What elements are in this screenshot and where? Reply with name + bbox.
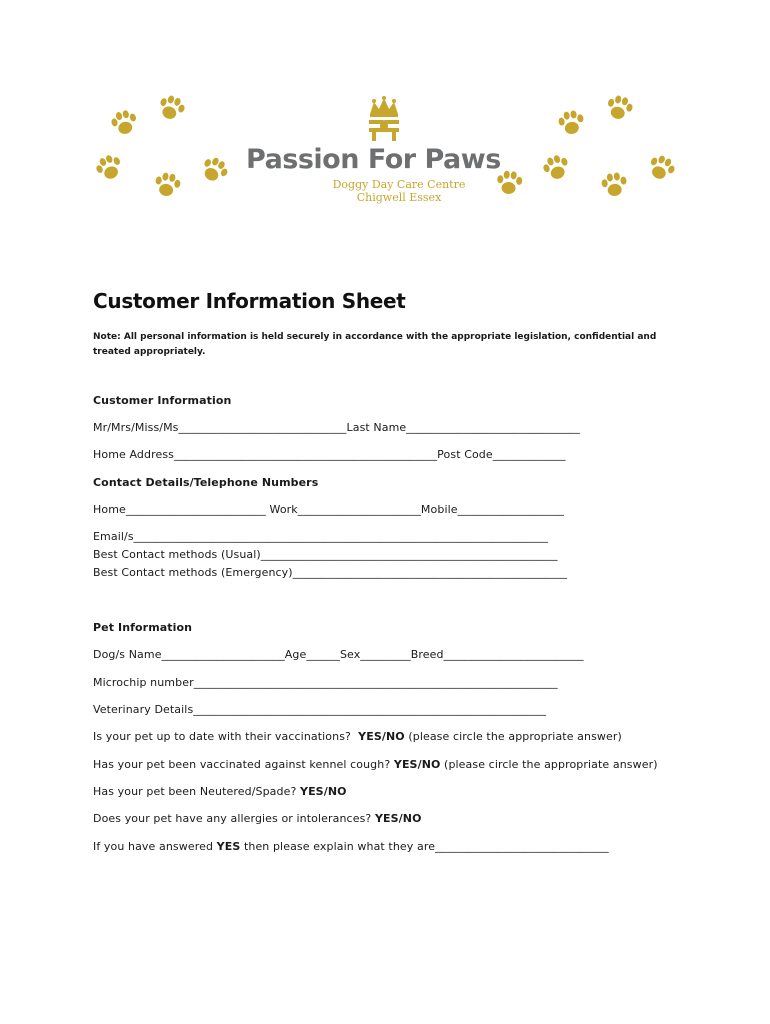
yes-no-answer[interactable]: YES/NO [358,730,405,743]
question-text: Is your pet up to date with their vaccinations? [93,730,359,743]
dog-details-field[interactable]: Dog/s Name______________________Age______Sex_________Breed_________________________ [93,648,584,661]
paw-print-icon [643,150,679,185]
section-heading-customer: Customer Information [93,394,232,407]
question-text: Has your pet been vaccinated against kennel cough? [93,758,394,771]
yes-no-answer[interactable]: YES/NO [374,812,422,825]
paw-print-icon [91,150,127,185]
contact-usual-field[interactable]: Best Contact methods (Usual)_____________________________________________________ [93,548,558,561]
yes-emphasis: YES [216,840,241,853]
brand-tagline: Doggy Day Care Centre [332,178,466,191]
question-instruction: (please circle the appropriate answer) [404,730,622,743]
address-field[interactable]: Home Address_______________________________________________Post Code_____________ [93,448,566,461]
paw-print-icon [598,170,629,200]
vet-details-field[interactable]: Veterinary Details_______________________________________________________________ [93,703,547,716]
question-text: Does your pet have any allergies or intolerances? [93,812,375,825]
section-heading-pet: Pet Information [93,621,193,634]
contact-emergency-field[interactable]: Best Contact methods (Emergency)_________________________________________________ [93,566,568,579]
section-heading-contact: Contact Details/Telephone Numbers [93,476,319,489]
name-field[interactable]: Mr/Mrs/Miss/Ms______________________________Last Name_______________________________ [93,421,580,434]
allergies-explanation-field[interactable] [93,840,609,853]
yes-no-answer[interactable]: YES/NO [300,785,347,798]
paw-print-icon [602,92,636,124]
company-logo [246,96,536,206]
paw-print-icon [195,152,232,189]
phone-fields[interactable]: Home_________________________ Work______________________Mobile___________________ [93,503,565,516]
email-field[interactable]: Email/s__________________________________________________________________________ [93,530,549,543]
paw-print-icon [555,108,587,138]
paw-print-icon [153,91,188,125]
question-text: If you have answered [93,840,217,853]
question-kennel-cough [93,758,658,771]
yes-no-answer[interactable]: YES/NO [393,758,441,771]
question-allergies [93,812,422,825]
question-vaccinations [93,730,622,743]
page-title: Customer Information Sheet [93,289,406,313]
paw-print-icon [151,170,183,200]
paw-print-icon [107,107,141,139]
question-instruction: (please circle the appropriate answer) [440,758,658,771]
explanation-blank[interactable]: then please explain what they are_______________________________ [240,840,609,853]
brand-name: Passion For Paws [246,144,501,175]
crown-monogram-icon [362,96,406,142]
question-neutered [93,785,347,798]
microchip-field[interactable]: Microchip number_________________________________________________________________ [93,676,558,689]
brand-location: Chigwell Essex [356,191,442,204]
privacy-note: Note: All personal information is held securely in accordance with the appropriate legislation, confidential and treated appropriately. [93,332,657,357]
question-text: Has your pet been Neutered/Spade? [93,785,300,798]
